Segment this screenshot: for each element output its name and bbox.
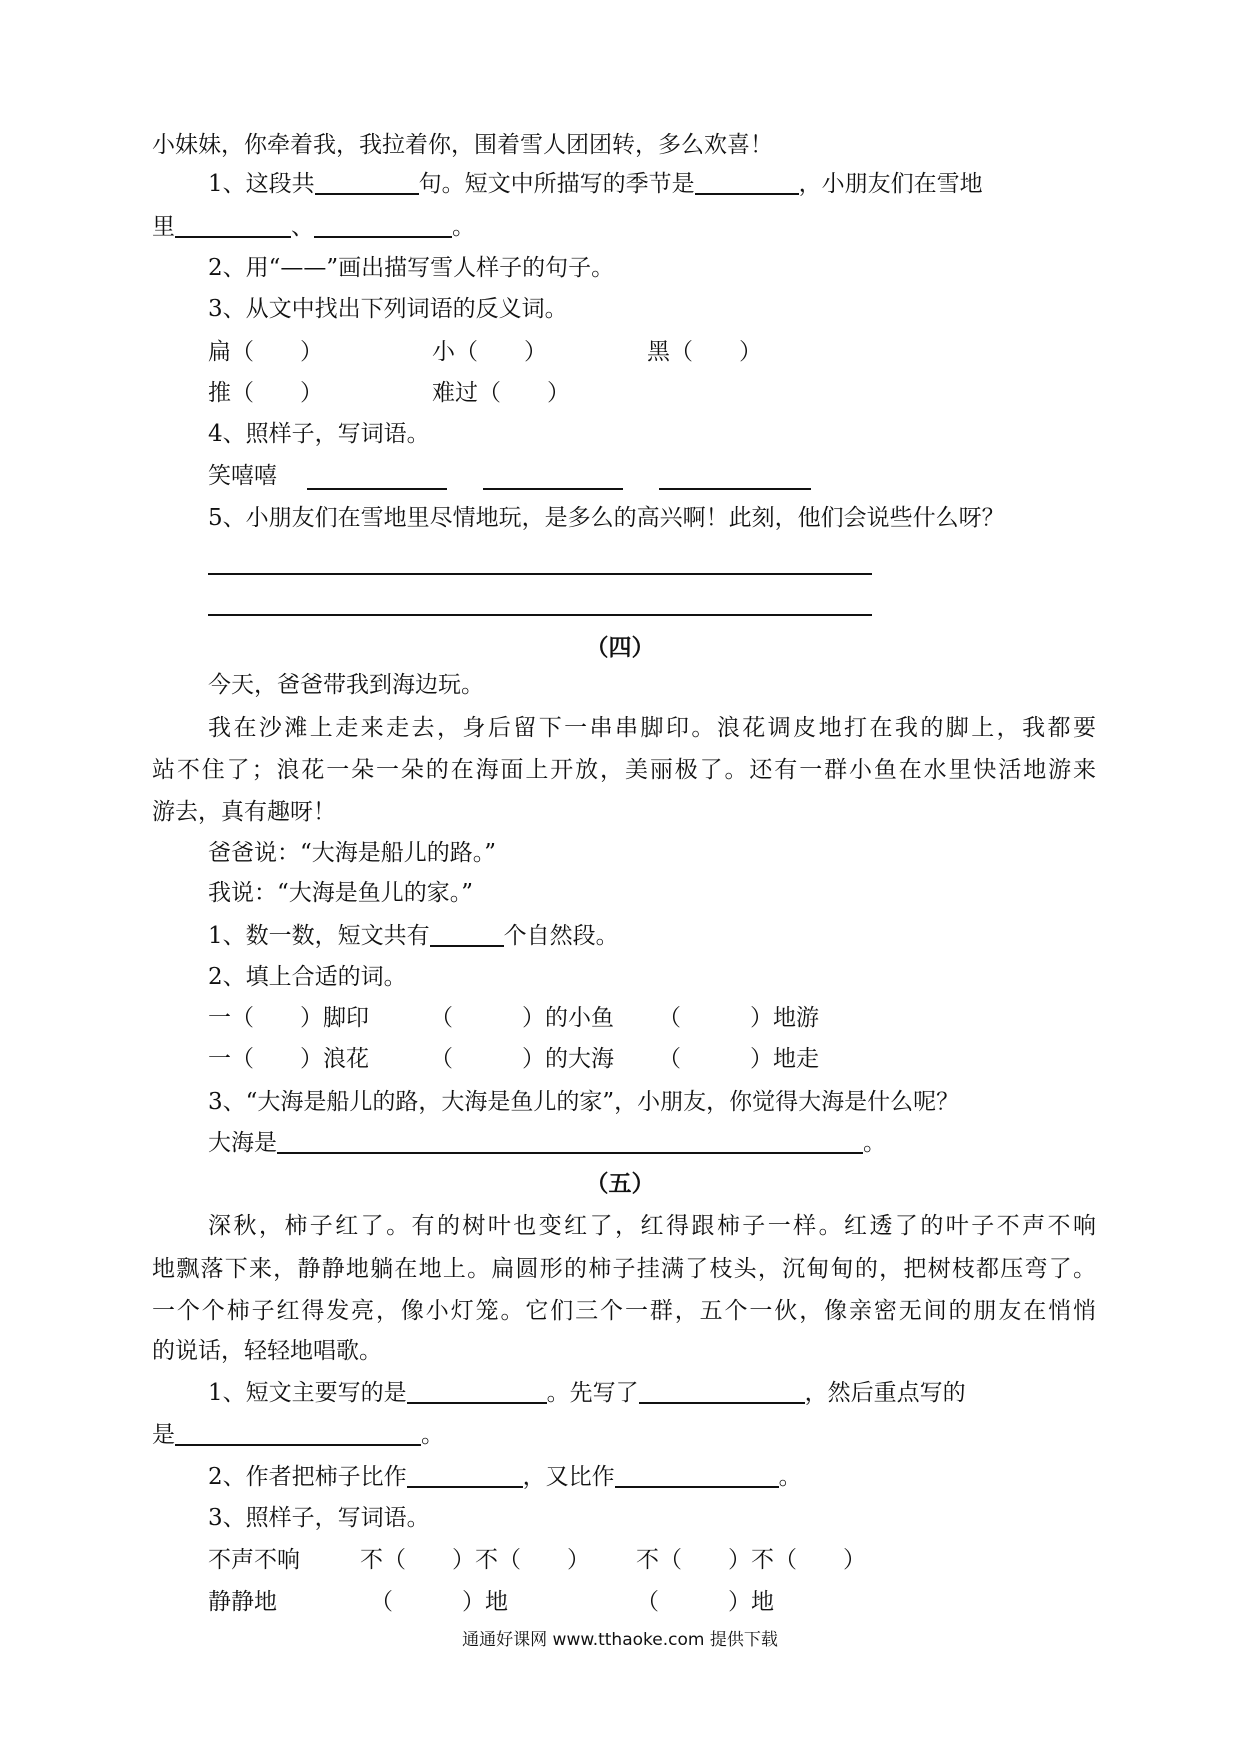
answer-blank[interactable] xyxy=(695,171,799,195)
answer-blank[interactable] xyxy=(315,171,419,195)
sec4-paragraph: 游去，真有趣呀！ xyxy=(152,799,336,825)
word-example: 静静地 xyxy=(208,1589,277,1615)
answer-blank[interactable] xyxy=(407,1464,523,1488)
sec5-q1-line2: 是 。 xyxy=(152,1422,444,1448)
answer-blank[interactable] xyxy=(314,214,452,238)
section-heading-4: （四） xyxy=(585,634,655,661)
section-heading-5: （五） xyxy=(585,1170,655,1197)
sec4-q1: 1、数一数，短文共有 个自然段。 xyxy=(208,923,619,949)
answer-blank[interactable] xyxy=(639,1380,805,1404)
sec3-q4-example: 笑嘻嘻 xyxy=(208,463,277,489)
antonym-item: 黑（ ） xyxy=(647,339,762,365)
sec5-paragraph: 的说话，轻轻地唱歌。 xyxy=(152,1338,382,1364)
sec5-paragraph: 一个个柿子红得发亮，像小灯笼。它们三个一群，五个一伙，像亲密无间的朋友在悄悄 xyxy=(152,1298,1096,1324)
sec3-q1-line2: 里 、 。 xyxy=(152,214,475,240)
fill-item: （ ）地走 xyxy=(658,1046,819,1072)
answer-line[interactable] xyxy=(208,573,872,575)
sec3-text-line: 小妹妹，你牵着我，我拉着你，围着雪人团团转，多么欢喜！ xyxy=(152,132,773,158)
sec4-q3-answer: 大海是 。 xyxy=(208,1130,886,1156)
answer-blank[interactable] xyxy=(175,214,291,238)
answer-blank[interactable] xyxy=(175,1422,421,1446)
fill-item: 一（ ）浪花 xyxy=(208,1046,369,1072)
sec4-q3: 3、“大海是船儿的路，大海是鱼儿的家”，小朋友，你觉得大海是什么呢？ xyxy=(208,1089,960,1115)
sec5-q3: 3、照样子，写词语。 xyxy=(208,1505,430,1531)
sec3-q1-line1: 1、这段共 句。短文中所描写的季节是 ，小朋友们在雪地 xyxy=(208,171,983,197)
answer-blank[interactable] xyxy=(659,488,811,490)
sec5-q2: 2、作者把柿子比作 ，又比作 。 xyxy=(208,1464,802,1490)
fill-item: （ ）的大海 xyxy=(430,1046,614,1072)
answer-blank[interactable] xyxy=(615,1464,779,1488)
sec4-paragraph: 我说：“大海是鱼儿的家。” xyxy=(208,880,474,906)
sec4-paragraph: 站不住了；浪花一朵一朵的在海面上开放，美丽极了。还有一群小鱼在水里快活地游来 xyxy=(152,757,1096,783)
answer-blank[interactable] xyxy=(407,1380,547,1404)
sec4-paragraph: 我在沙滩上走来走去，身后留下一串串脚印。浪花调皮地打在我的脚上，我都要 xyxy=(208,715,1096,741)
answer-blank[interactable] xyxy=(307,488,447,490)
page-footer: 通通好课网 www.tthaoke.com 提供下载 xyxy=(462,1630,778,1650)
word-example: 不声不响 xyxy=(208,1547,300,1573)
word-item: 不（ ）不（ ） xyxy=(360,1547,590,1573)
sec5-q1-line1: 1、短文主要写的是 。先写了 ，然后重点写的 xyxy=(208,1380,966,1406)
antonym-item: 推（ ） xyxy=(208,380,323,406)
sec3-q2: 2、用“——”画出描写雪人样子的句子。 xyxy=(208,255,615,281)
sec4-paragraph: 今天，爸爸带我到海边玩。 xyxy=(208,672,484,698)
antonym-item: 小（ ） xyxy=(432,339,547,365)
word-item: 不（ ）不（ ） xyxy=(636,1547,866,1573)
sec3-q5: 5、小朋友们在雪地里尽情地玩，是多么的高兴啊！此刻，他们会说些什么呀？ xyxy=(208,505,1005,531)
sec5-paragraph: 深秋，柿子红了。有的树叶也变红了，红得跟柿子一样。红透了的叶子不声不响 xyxy=(208,1213,1096,1239)
antonym-item: 扁（ ） xyxy=(208,339,323,365)
word-item: （ ）地 xyxy=(370,1589,508,1615)
fill-item: （ ）地游 xyxy=(658,1005,819,1031)
antonym-item: 难过（ ） xyxy=(432,380,570,406)
word-item: （ ）地 xyxy=(636,1589,774,1615)
answer-blank[interactable] xyxy=(277,1130,863,1154)
fill-item: 一（ ）脚印 xyxy=(208,1005,369,1031)
answer-blank[interactable] xyxy=(483,488,623,490)
answer-line[interactable] xyxy=(208,614,872,616)
sec4-paragraph: 爸爸说：“大海是船儿的路。” xyxy=(208,840,497,866)
sec4-q2: 2、填上合适的词。 xyxy=(208,964,407,990)
answer-blank[interactable] xyxy=(430,923,504,947)
sec3-q3: 3、从文中找出下列词语的反义词。 xyxy=(208,296,568,322)
sec3-q4: 4、照样子，写词语。 xyxy=(208,421,430,447)
fill-item: （ ）的小鱼 xyxy=(430,1005,614,1031)
sec5-paragraph: 地飘落下来，静静地躺在地上。扁圆形的柿子挂满了枝头，沉甸甸的，把树枝都压弯了。 xyxy=(152,1256,1096,1282)
